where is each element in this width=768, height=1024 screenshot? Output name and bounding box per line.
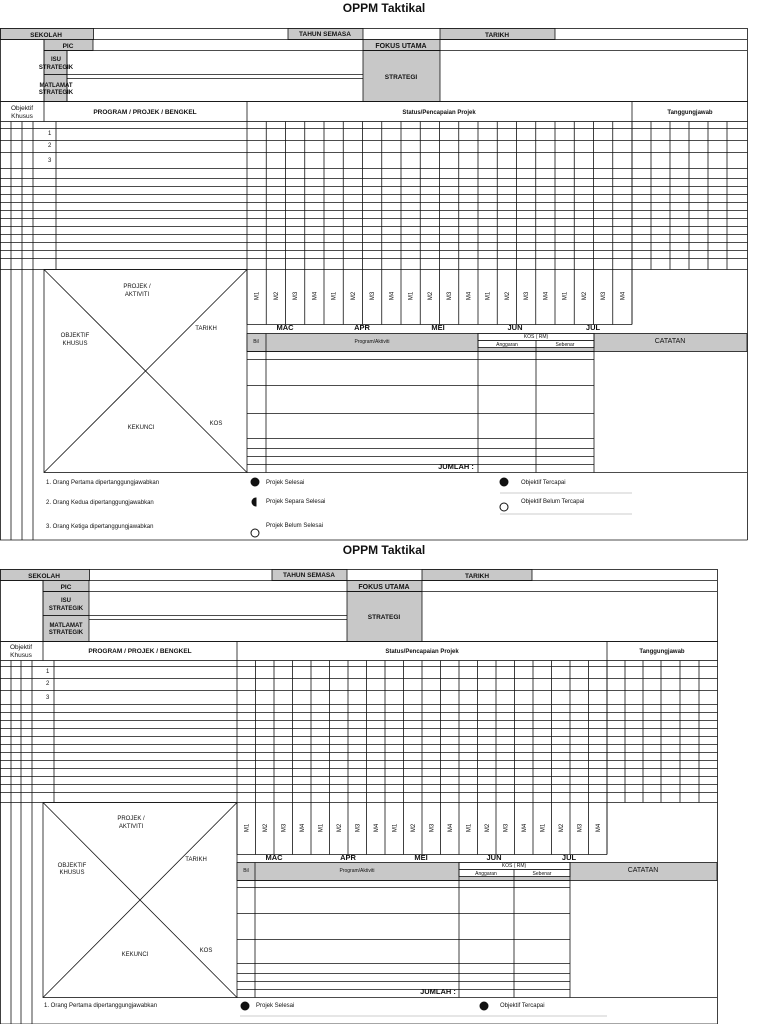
week-label: M3	[503, 823, 510, 833]
tarikh-axis-label: TARIKH	[185, 857, 207, 863]
week-label: M2	[427, 291, 434, 301]
legend-orang-ketiga: 3. Orang Ketiga dipertanggungjawabkan	[46, 524, 154, 530]
catatan-header: CATATAN	[654, 338, 686, 345]
legend-objektif-tercapai: Objektif Tercapai	[521, 480, 566, 486]
week-label: M4	[466, 291, 473, 301]
kekunci-label: KEKUNCI	[127, 425, 155, 431]
month-label: APR	[354, 323, 370, 332]
week-label: M2	[336, 823, 343, 833]
pic-label: PIC	[62, 43, 74, 50]
week-label: M4	[312, 291, 319, 301]
fokus-utama-label: FOKUS UTAMA	[358, 584, 410, 591]
week-label: M3	[601, 291, 608, 301]
month-label: APR	[340, 853, 356, 862]
program-header: PROGRAM / PROJEK / BENGKEL	[88, 648, 192, 655]
month-label: JUN	[507, 323, 523, 332]
kos-axis-label: KOS	[209, 421, 223, 427]
objektif-khusus-header-2: Khusus	[11, 113, 33, 120]
filled-circle-icon	[480, 1002, 488, 1010]
tanggungjawab-header: Tanggungjawab	[667, 110, 713, 116]
empty-circle-icon	[251, 529, 259, 537]
half-circle-icon	[252, 498, 256, 506]
objektif-khusus-header-2: Khusus	[10, 652, 32, 659]
tahun-semasa-label: TAHUN SEMASA	[299, 31, 351, 38]
projek-aktiviti-label: PROJEK /	[117, 816, 145, 822]
kos-axis-label: KOS	[199, 948, 213, 954]
month-label: MEI	[414, 853, 428, 862]
legend-projek-belum: Projek Belum Selesai	[266, 523, 324, 529]
tarikh-label: TARIKH	[484, 32, 510, 39]
kos-rm-header: KOS ( RM)	[501, 863, 527, 869]
kekunci-label: KEKUNCI	[121, 952, 149, 958]
week-label: M2	[273, 291, 280, 301]
matlamat-strategik-label-2: STRATEGIK	[48, 630, 84, 636]
projek-aktiviti-label-2: AKTIVITI	[118, 824, 144, 830]
week-label: M1	[331, 291, 338, 301]
catatan-header: CATATAN	[627, 867, 659, 874]
row-number: 1	[46, 669, 50, 675]
week-label: M1	[562, 291, 569, 301]
tarikh-label: TARIKH	[464, 573, 490, 580]
week-label: M3	[447, 291, 454, 301]
week-label: M2	[410, 823, 417, 833]
anggaran-header: Anggaran	[475, 871, 497, 877]
fokus-utama-label: FOKUS UTAMA	[375, 43, 427, 50]
isu-strategik-label: ISU	[50, 57, 62, 63]
projek-aktiviti-label: PROJEK /	[123, 284, 151, 290]
objektif-khusus-label: OBJEKTIF	[60, 333, 90, 339]
jumlah-label: JUMLAH :	[420, 987, 456, 996]
row-number: 1	[48, 131, 52, 137]
sekolah-label: SEKOLAH	[30, 32, 62, 39]
week-label: M4	[543, 291, 550, 301]
anggaran-header: Anggaran	[496, 342, 518, 348]
week-label: M1	[318, 823, 325, 833]
filled-circle-icon	[500, 478, 508, 486]
projek-aktiviti-label-2: AKTIVITI	[124, 292, 150, 298]
pic-label: PIC	[60, 584, 72, 591]
week-label: M2	[558, 823, 565, 833]
week-label: M4	[521, 823, 528, 833]
month-label: JUL	[561, 853, 577, 862]
week-label: M2	[484, 823, 491, 833]
week-label: M3	[370, 291, 377, 301]
program-aktiviti-header: Program/Aktiviti	[339, 868, 375, 874]
week-label: M2	[504, 291, 511, 301]
week-label: M3	[429, 823, 436, 833]
sekolah-label: SEKOLAH	[28, 573, 60, 580]
oppm-form	[0, 28, 768, 542]
month-label: JUL	[585, 323, 601, 332]
oppm-form	[0, 569, 768, 1024]
objektif-khusus-header: Objektif	[9, 644, 33, 651]
isu-strategik-label-2: STRATEGIK	[48, 606, 84, 612]
legend-orang-pertama: 1. Orang Pertama dipertanggungjawabkan	[44, 1003, 158, 1009]
week-label: M1	[254, 291, 261, 301]
bil-header: Bil	[243, 868, 249, 874]
week-label: M4	[447, 823, 454, 833]
objektif-khusus-label-2: KHUSUS	[62, 341, 88, 347]
month-label: MAC	[276, 323, 294, 332]
isu-strategik-label-2: STRATEGIK	[38, 65, 74, 71]
row-number: 3	[48, 158, 52, 164]
row-number: 2	[46, 681, 50, 687]
form-title: OPPM Taktikal	[342, 1, 426, 15]
filled-circle-icon	[251, 478, 259, 486]
tahun-semasa-label: TAHUN SEMASA	[283, 572, 335, 579]
week-label: M3	[355, 823, 362, 833]
tanggungjawab-header: Tanggungjawab	[639, 649, 685, 655]
status-header: Status/Pencapaian Projek	[385, 649, 459, 655]
week-label: M1	[244, 823, 251, 833]
week-label: M4	[620, 291, 627, 301]
objektif-khusus-label: OBJEKTIF	[57, 863, 87, 869]
week-label: M1	[485, 291, 492, 301]
strategi-label: STRATEGI	[384, 74, 418, 81]
legend-objektif-tercapai: Objektif Tercapai	[500, 1003, 545, 1009]
form-title: OPPM Taktikal	[342, 543, 426, 557]
month-label: JUN	[486, 853, 502, 862]
week-label: M1	[540, 823, 547, 833]
week-label: M4	[373, 823, 380, 833]
kos-rm-header: KOS ( RM)	[523, 334, 549, 340]
strategi-label: STRATEGI	[367, 614, 401, 621]
month-label: MEI	[431, 323, 445, 332]
week-label: M2	[350, 291, 357, 301]
week-label: M3	[524, 291, 531, 301]
month-label: MAC	[265, 853, 283, 862]
legend-objektif-belum: Objektif Belum Tercapai	[521, 499, 585, 505]
bil-header: Bil	[253, 339, 259, 345]
week-label: M1	[466, 823, 473, 833]
week-label: M3	[281, 823, 288, 833]
objektif-khusus-header: Objektif	[10, 105, 34, 112]
isu-strategik-label: ISU	[60, 598, 72, 604]
legend-projek-selesai: Projek Selesai	[266, 480, 305, 486]
tarikh-axis-label: TARIKH	[195, 326, 217, 332]
sebenar-header: Sebenar	[555, 342, 575, 348]
week-label: M1	[408, 291, 415, 301]
week-label: M4	[299, 823, 306, 833]
week-label: M3	[577, 823, 584, 833]
week-label: M4	[595, 823, 602, 833]
matlamat-strategik-label-2: STRATEGIK	[38, 90, 74, 96]
legend-projek-separa: Projek Separa Selesai	[266, 499, 326, 505]
program-header: PROGRAM / PROJEK / BENGKEL	[93, 109, 197, 116]
filled-circle-icon	[241, 1002, 249, 1010]
week-label: M3	[293, 291, 300, 301]
program-aktiviti-header: Program/Aktiviti	[354, 339, 390, 345]
legend-projek-selesai: Projek Selesai	[256, 1003, 295, 1009]
jumlah-label: JUMLAH :	[438, 462, 474, 471]
empty-circle-icon	[500, 503, 508, 511]
legend-orang-pertama: 1. Orang Pertama dipertanggungjawabkan	[46, 480, 160, 486]
objektif-khusus-label-2: KHUSUS	[59, 870, 85, 876]
sebenar-header: Sebenar	[532, 871, 552, 877]
week-label: M1	[392, 823, 399, 833]
status-header: Status/Pencapaian Projek	[402, 110, 476, 116]
row-number: 3	[46, 695, 50, 701]
matlamat-strategik-label: MATLAMAT	[49, 623, 83, 629]
legend-orang-kedua: 2. Orang Kedua dipertanggungjawabkan	[46, 500, 154, 506]
matlamat-strategik-label: MATLAMAT	[39, 83, 73, 89]
row-number: 2	[48, 143, 52, 149]
week-label: M4	[389, 291, 396, 301]
week-label: M2	[581, 291, 588, 301]
week-label: M2	[262, 823, 269, 833]
